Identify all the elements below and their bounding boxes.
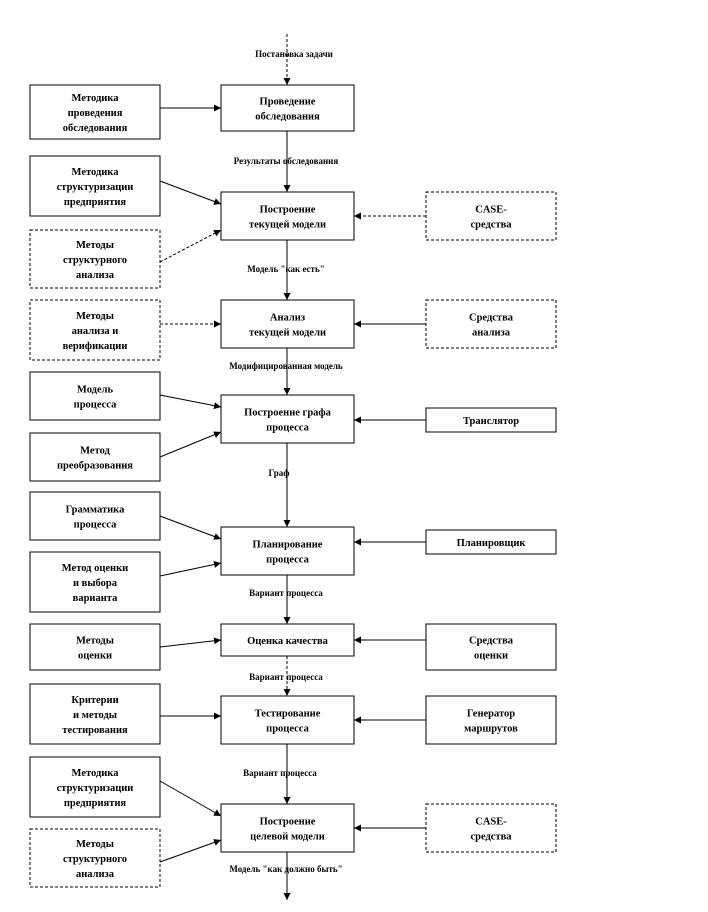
- box-structuring-method-1: [30, 156, 160, 216]
- flow-label-modified-model: Модифицированная модель: [229, 361, 343, 371]
- box-frame: [30, 624, 160, 670]
- box-text-line: Анализ: [269, 312, 306, 324]
- flow-label-survey-results: Результаты обследования: [233, 156, 339, 166]
- box-text-line: структурного: [62, 854, 128, 865]
- box-text-line: текущей модели: [248, 219, 327, 231]
- box-test-process: [221, 696, 354, 744]
- box-analysis-verification: [30, 300, 160, 360]
- box-frame: [30, 372, 160, 420]
- box-text-line: Методы: [76, 311, 114, 322]
- flow-label-to-be-model: Модель "как должно быть": [229, 864, 343, 874]
- box-build-target: [221, 804, 354, 852]
- box-text-line: Методика: [71, 768, 119, 779]
- box-translator: [426, 408, 556, 432]
- box-build-graph: [221, 395, 354, 443]
- box-text-line: Метод оценки: [61, 563, 129, 574]
- box-text-line: CASE-: [475, 204, 507, 216]
- box-process-model: [30, 372, 160, 420]
- box-text-line: Модель: [76, 384, 114, 396]
- connector-arrow: [160, 181, 221, 204]
- box-text-line: проведения: [67, 108, 123, 119]
- flow-label-process-variant-2: Вариант процесса: [249, 672, 323, 682]
- box-build-current: [221, 192, 354, 240]
- box-text-line: Методы: [76, 839, 114, 850]
- box-text-line: и методы: [73, 710, 117, 721]
- box-evaluation-choice-method: [30, 552, 160, 612]
- connector-arrow: [160, 781, 221, 816]
- box-text-line: целевой модели: [250, 831, 325, 843]
- box-planner: [426, 530, 556, 554]
- box-transform-method: [30, 433, 160, 481]
- box-text-line: Планировщик: [456, 538, 526, 549]
- box-frame: [221, 696, 354, 744]
- box-quality-eval: [221, 624, 354, 656]
- box-text-line: процесса: [266, 723, 309, 735]
- box-process-grammar: [30, 492, 160, 540]
- box-text-line: Средства: [469, 312, 513, 324]
- box-structural-analysis-2: [30, 829, 160, 887]
- box-text-line: Метод: [80, 445, 110, 457]
- box-text-line: Оценка качества: [247, 636, 328, 647]
- node-layer: [30, 85, 556, 887]
- box-frame: [221, 85, 354, 131]
- box-text-line: преобразования: [57, 460, 133, 472]
- box-frame: [426, 696, 556, 744]
- box-frame: [30, 492, 160, 540]
- box-text-line: маршрутов: [464, 723, 518, 735]
- box-text-line: процесса: [266, 422, 309, 434]
- connector-arrow: [160, 563, 221, 576]
- box-structuring-method-2: [30, 757, 160, 817]
- box-text-line: тестирования: [62, 725, 128, 736]
- box-testing-criteria: [30, 684, 160, 744]
- box-text-line: анализа: [75, 270, 115, 281]
- box-text-line: текущей модели: [248, 327, 327, 339]
- box-text-line: структуризации: [56, 182, 134, 193]
- box-text-line: предприятия: [63, 197, 127, 208]
- box-text-line: процесса: [73, 399, 117, 411]
- box-text-line: оценки: [77, 650, 113, 662]
- box-text-line: предприятия: [63, 798, 127, 809]
- box-survey-method: [30, 85, 160, 139]
- box-analyze-current: [221, 300, 354, 348]
- flow-label-graph: Граф: [268, 468, 290, 478]
- box-text-line: анализа: [471, 327, 511, 339]
- box-text-line: процесса: [266, 554, 309, 566]
- box-frame: [426, 804, 556, 852]
- connector-arrow: [160, 230, 221, 262]
- box-text-line: Построение: [259, 816, 316, 828]
- box-frame: [221, 192, 354, 240]
- box-text-line: структуризации: [56, 783, 134, 794]
- box-text-line: Проведение: [259, 96, 316, 108]
- box-survey: [221, 85, 354, 131]
- box-plan-process: [221, 527, 354, 575]
- box-route-generator: [426, 696, 556, 744]
- box-evaluation-methods: [30, 624, 160, 670]
- box-text-line: варианта: [72, 593, 118, 604]
- box-frame: [30, 433, 160, 481]
- connector-arrow: [160, 432, 221, 457]
- box-text-line: анализа: [75, 869, 115, 880]
- box-text-line: обследования: [255, 111, 320, 123]
- box-text-line: Планирование: [252, 539, 323, 551]
- box-text-line: средства: [470, 219, 512, 231]
- box-text-line: обследования: [62, 123, 128, 134]
- connector-arrow: [160, 840, 221, 862]
- connector-arrow: [160, 640, 221, 647]
- box-text-line: Грамматика: [65, 504, 125, 516]
- box-evaluation-tools: [426, 624, 556, 670]
- box-text-line: структурного: [62, 255, 128, 266]
- box-text-line: Транслятор: [462, 416, 520, 427]
- box-text-line: средства: [470, 831, 512, 843]
- box-frame: [221, 527, 354, 575]
- box-text-line: Генератор: [466, 708, 516, 720]
- box-text-line: Построение графа: [244, 407, 331, 419]
- connector-arrow: [160, 395, 221, 407]
- box-text-line: Методы: [76, 240, 114, 251]
- box-frame: [221, 300, 354, 348]
- box-text-line: CASE-: [475, 816, 507, 828]
- box-case-tools-1: [426, 192, 556, 240]
- flow-label-process-variant-3: Вариант процесса: [243, 768, 317, 778]
- flow-label-as-is-model: Модель "как есть": [247, 264, 325, 274]
- label-layer: [229, 49, 343, 874]
- box-text-line: верификации: [62, 341, 128, 352]
- flow-label-start: Постановка задачи: [255, 49, 333, 59]
- box-frame: [426, 192, 556, 240]
- connector-arrow: [160, 516, 221, 539]
- box-text-line: процесса: [73, 519, 117, 531]
- flow-label-process-variant-1: Вариант процесса: [249, 588, 323, 598]
- box-text-line: анализа и: [71, 326, 119, 337]
- box-text-line: Критерии: [71, 695, 119, 706]
- box-text-line: Методы: [76, 635, 114, 647]
- box-frame: [221, 395, 354, 443]
- box-text-line: Средства: [469, 635, 513, 647]
- box-case-tools-2: [426, 804, 556, 852]
- box-text-line: оценки: [473, 650, 509, 662]
- box-text-line: Методика: [71, 167, 119, 178]
- box-frame: [426, 300, 556, 348]
- box-text-line: Построение: [259, 204, 316, 216]
- box-text-line: Методика: [71, 93, 119, 104]
- box-analysis-tools: [426, 300, 556, 348]
- box-text-line: и выбора: [73, 578, 117, 589]
- box-frame: [221, 804, 354, 852]
- box-text-line: Тестирование: [254, 708, 321, 720]
- box-frame: [426, 624, 556, 670]
- box-structural-analysis-1: [30, 230, 160, 288]
